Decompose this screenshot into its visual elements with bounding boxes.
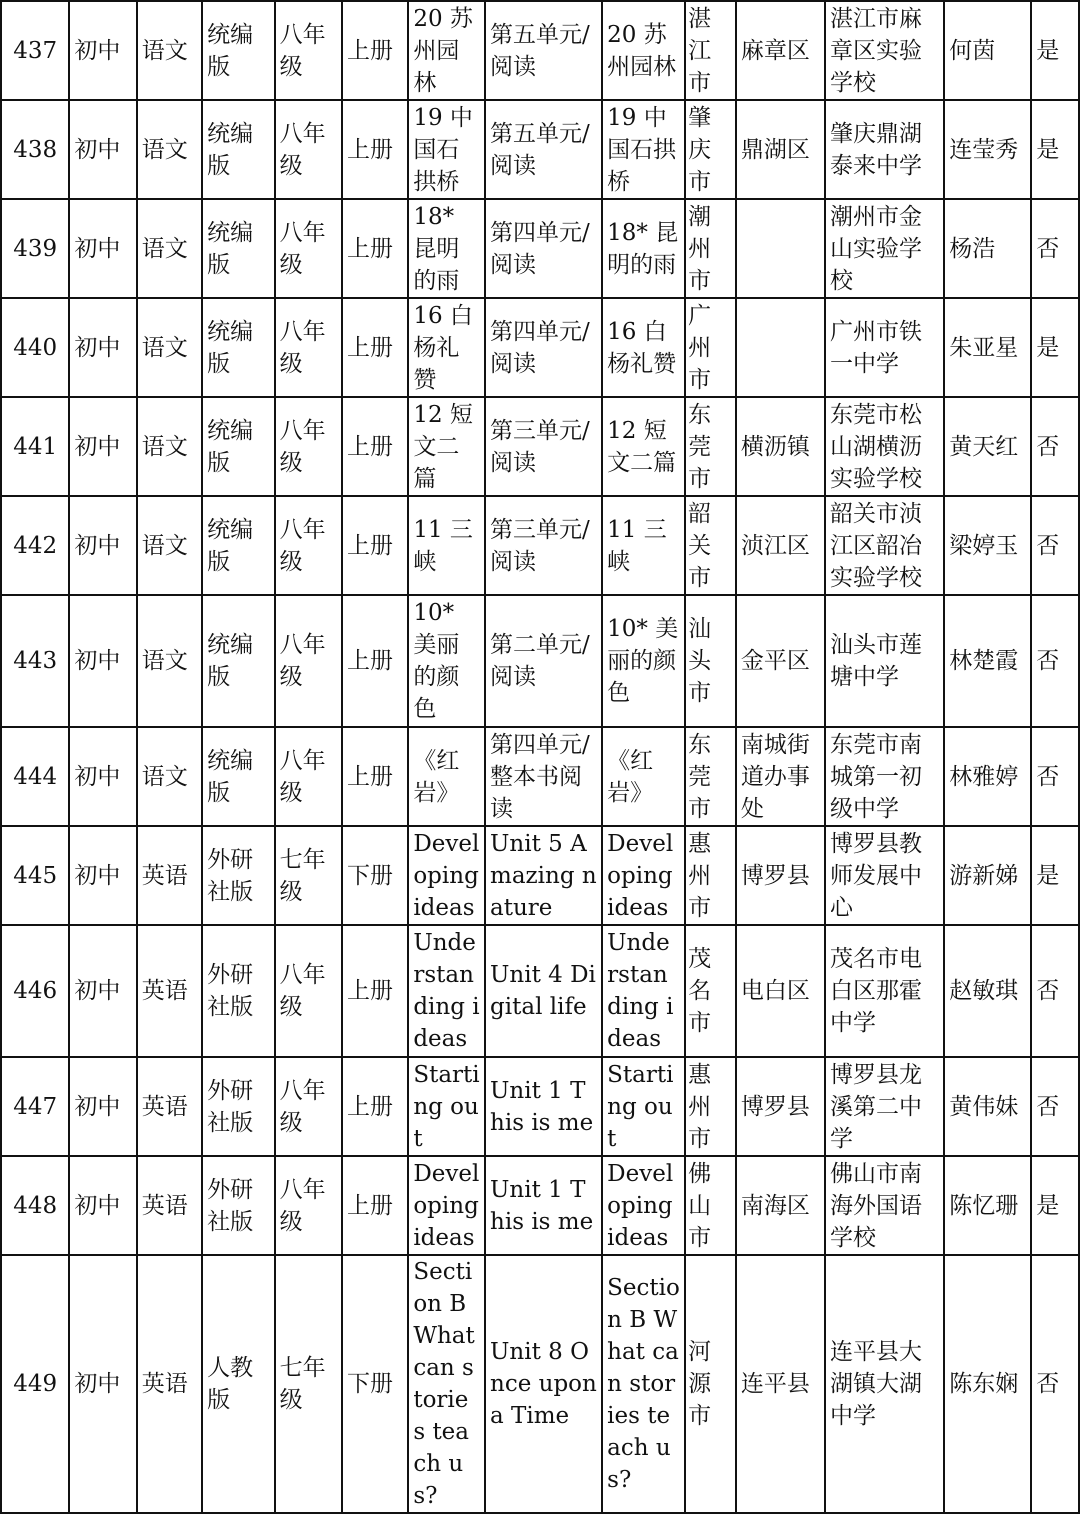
- version-cell: 统编版: [202, 496, 275, 595]
- unit-cell: 第二单元/阅读: [485, 595, 602, 727]
- table-row: [1, 727, 1079, 826]
- flag-cell: 否: [1031, 496, 1079, 595]
- volume-cell: 上册: [342, 727, 408, 826]
- level-cell: 初中: [69, 298, 136, 397]
- school-cell: 肇庆鼎湖泰来中学: [825, 100, 944, 199]
- subject-cell: 语文: [137, 100, 202, 199]
- district-cell: 连平县: [736, 1255, 825, 1513]
- table-row: [1, 1156, 1079, 1255]
- level-cell: 初中: [69, 1, 136, 100]
- city-cell: 湛江市: [685, 1, 736, 100]
- district-cell: 鼎湖区: [736, 100, 825, 199]
- row-number: 444: [1, 727, 69, 826]
- row-number: 446: [1, 925, 69, 1057]
- row-number: 442: [1, 496, 69, 595]
- level-cell: 初中: [69, 1156, 136, 1255]
- school-cell: 茂名市电白区那霍中学: [825, 925, 944, 1057]
- district-cell: 电白区: [736, 925, 825, 1057]
- grade-cell: 八年级: [275, 496, 342, 595]
- subject-cell: 语文: [137, 298, 202, 397]
- district-cell: [736, 298, 825, 397]
- teacher-cell: 朱亚星: [944, 298, 1031, 397]
- volume-cell: 上册: [342, 397, 408, 496]
- teacher-cell: 杨浩: [944, 199, 1031, 298]
- version-cell: 统编版: [202, 100, 275, 199]
- unit-cell: 第四单元/阅读: [485, 298, 602, 397]
- flag-cell: 否: [1031, 1255, 1079, 1513]
- subject-cell: 英语: [137, 1057, 202, 1156]
- district-cell: 麻章区: [736, 1, 825, 100]
- flag-cell: 是: [1031, 298, 1079, 397]
- unit-cell: 第五单元/阅读: [485, 100, 602, 199]
- lesson2-cell: 19 中国石拱桥: [602, 100, 685, 199]
- row-number: 440: [1, 298, 69, 397]
- city-cell: 韶关市: [685, 496, 736, 595]
- subject-cell: 英语: [137, 1255, 202, 1513]
- row-number: 437: [1, 1, 69, 100]
- subject-cell: 语文: [137, 397, 202, 496]
- table-row: [1, 199, 1079, 298]
- city-cell: 肇庆市: [685, 100, 736, 199]
- unit-cell: 第三单元/阅读: [485, 496, 602, 595]
- school-cell: 湛江市麻章区实验学校: [825, 1, 944, 100]
- teacher-cell: 黄伟妹: [944, 1057, 1031, 1156]
- lesson-cell: Understanding ideas: [408, 925, 485, 1057]
- lesson-cell: Section B What can stories teach us?: [408, 1255, 485, 1513]
- grade-cell: 八年级: [275, 100, 342, 199]
- school-cell: 汕头市莲塘中学: [825, 595, 944, 727]
- unit-cell: Unit 1 This is me: [485, 1156, 602, 1255]
- volume-cell: 上册: [342, 100, 408, 199]
- unit-cell: 第四单元/阅读: [485, 199, 602, 298]
- school-cell: 广州市铁一中学: [825, 298, 944, 397]
- version-cell: 外研社版: [202, 826, 275, 925]
- school-cell: 东莞市南城第一初级中学: [825, 727, 944, 826]
- row-number: 439: [1, 199, 69, 298]
- district-cell: 金平区: [736, 595, 825, 727]
- unit-cell: Unit 5 Amazing nature: [485, 826, 602, 925]
- school-cell: 博罗县龙溪第二中学: [825, 1057, 944, 1156]
- unit-cell: 第五单元/阅读: [485, 1, 602, 100]
- teacher-cell: 赵敏琪: [944, 925, 1031, 1057]
- table-row: [1, 925, 1079, 1057]
- city-cell: 汕头市: [685, 595, 736, 727]
- city-cell: 佛山市: [685, 1156, 736, 1255]
- grade-cell: 八年级: [275, 199, 342, 298]
- lesson2-cell: Developing ideas: [602, 826, 685, 925]
- grade-cell: 八年级: [275, 1057, 342, 1156]
- teacher-cell: 陈忆珊: [944, 1156, 1031, 1255]
- teacher-cell: 游新娣: [944, 826, 1031, 925]
- row-number: 443: [1, 595, 69, 727]
- flag-cell: 是: [1031, 100, 1079, 199]
- table-row: [1, 826, 1079, 925]
- city-cell: 东莞市: [685, 397, 736, 496]
- teacher-cell: 何茵: [944, 1, 1031, 100]
- city-cell: 茂名市: [685, 925, 736, 1057]
- table-row: [1, 1255, 1079, 1513]
- school-cell: 潮州市金山实验学校: [825, 199, 944, 298]
- teacher-cell: 林楚霞: [944, 595, 1031, 727]
- volume-cell: 上册: [342, 199, 408, 298]
- flag-cell: 否: [1031, 199, 1079, 298]
- volume-cell: 上册: [342, 298, 408, 397]
- subject-cell: 语文: [137, 1, 202, 100]
- city-cell: 河源市: [685, 1255, 736, 1513]
- lesson2-cell: 20 苏州园林: [602, 1, 685, 100]
- level-cell: 初中: [69, 925, 136, 1057]
- level-cell: 初中: [69, 727, 136, 826]
- row-number: 449: [1, 1255, 69, 1513]
- lesson-cell: 《红岩》: [408, 727, 485, 826]
- teacher-cell: 黄天红: [944, 397, 1031, 496]
- table-row: [1, 1, 1079, 100]
- lesson2-cell: Starting out: [602, 1057, 685, 1156]
- grade-cell: 八年级: [275, 298, 342, 397]
- table-row: [1, 1057, 1079, 1156]
- grade-cell: 八年级: [275, 727, 342, 826]
- subject-cell: 语文: [137, 496, 202, 595]
- version-cell: 外研社版: [202, 925, 275, 1057]
- school-cell: 韶关市浈江区韶冶实验学校: [825, 496, 944, 595]
- table-row: [1, 496, 1079, 595]
- district-cell: 南城街道办事处: [736, 727, 825, 826]
- lesson-cell: 20 苏州园林: [408, 1, 485, 100]
- city-cell: 潮州市: [685, 199, 736, 298]
- city-cell: 惠州市: [685, 826, 736, 925]
- school-cell: 东莞市松山湖横沥实验学校: [825, 397, 944, 496]
- flag-cell: 是: [1031, 826, 1079, 925]
- volume-cell: 下册: [342, 826, 408, 925]
- subject-cell: 语文: [137, 595, 202, 727]
- teacher-cell: 连莹秀: [944, 100, 1031, 199]
- volume-cell: 上册: [342, 1057, 408, 1156]
- grade-cell: 七年级: [275, 826, 342, 925]
- grade-cell: 八年级: [275, 397, 342, 496]
- flag-cell: 否: [1031, 1057, 1079, 1156]
- school-cell: 连平县大湖镇大湖中学: [825, 1255, 944, 1513]
- table-row: [1, 595, 1079, 727]
- lesson-cell: Starting out: [408, 1057, 485, 1156]
- level-cell: 初中: [69, 826, 136, 925]
- lesson-cell: 11 三峡: [408, 496, 485, 595]
- version-cell: 统编版: [202, 298, 275, 397]
- flag-cell: 否: [1031, 925, 1079, 1057]
- lesson2-cell: Understanding ideas: [602, 925, 685, 1057]
- level-cell: 初中: [69, 1057, 136, 1156]
- volume-cell: 上册: [342, 925, 408, 1057]
- row-number: 445: [1, 826, 69, 925]
- flag-cell: 是: [1031, 1, 1079, 100]
- lesson2-cell: 11 三峡: [602, 496, 685, 595]
- flag-cell: 是: [1031, 1156, 1079, 1255]
- level-cell: 初中: [69, 199, 136, 298]
- lesson-cell: 19 中国石拱桥: [408, 100, 485, 199]
- row-number: 448: [1, 1156, 69, 1255]
- unit-cell: 第三单元/阅读: [485, 397, 602, 496]
- subject-cell: 语文: [137, 727, 202, 826]
- lesson-cell: 18* 昆明的雨: [408, 199, 485, 298]
- lesson2-cell: 10* 美丽的颜色: [602, 595, 685, 727]
- district-cell: 南海区: [736, 1156, 825, 1255]
- table-row: [1, 298, 1079, 397]
- district-cell: 横沥镇: [736, 397, 825, 496]
- table-row: [1, 397, 1079, 496]
- lesson-cell: 16 白杨礼赞: [408, 298, 485, 397]
- volume-cell: 下册: [342, 1255, 408, 1513]
- level-cell: 初中: [69, 397, 136, 496]
- district-cell: 浈江区: [736, 496, 825, 595]
- level-cell: 初中: [69, 1255, 136, 1513]
- lesson2-cell: 《红岩》: [602, 727, 685, 826]
- unit-cell: Unit 4 Digital life: [485, 925, 602, 1057]
- lesson-cell: 12 短文二篇: [408, 397, 485, 496]
- version-cell: 外研社版: [202, 1057, 275, 1156]
- lesson2-cell: Section B What can stories teach us?: [602, 1255, 685, 1513]
- flag-cell: 否: [1031, 595, 1079, 727]
- lesson-cell: Developing ideas: [408, 1156, 485, 1255]
- grade-cell: 八年级: [275, 1, 342, 100]
- teacher-cell: 林雅婷: [944, 727, 1031, 826]
- unit-cell: Unit 8 Once upon a Time: [485, 1255, 602, 1513]
- volume-cell: 上册: [342, 1156, 408, 1255]
- level-cell: 初中: [69, 496, 136, 595]
- version-cell: 统编版: [202, 1, 275, 100]
- subject-cell: 英语: [137, 1156, 202, 1255]
- district-cell: 博罗县: [736, 1057, 825, 1156]
- lesson-cell: 10* 美丽的颜色: [408, 595, 485, 727]
- lesson2-cell: 16 白杨礼赞: [602, 298, 685, 397]
- unit-cell: 第四单元/整本书阅读: [485, 727, 602, 826]
- row-number: 447: [1, 1057, 69, 1156]
- level-cell: 初中: [69, 100, 136, 199]
- grade-cell: 八年级: [275, 1156, 342, 1255]
- flag-cell: 否: [1031, 397, 1079, 496]
- district-cell: 博罗县: [736, 826, 825, 925]
- volume-cell: 上册: [342, 595, 408, 727]
- unit-cell: Unit 1 This is me: [485, 1057, 602, 1156]
- lesson2-cell: 18* 昆明的雨: [602, 199, 685, 298]
- subject-cell: 英语: [137, 826, 202, 925]
- lesson2-cell: Developing ideas: [602, 1156, 685, 1255]
- city-cell: 广州市: [685, 298, 736, 397]
- version-cell: 统编版: [202, 595, 275, 727]
- district-cell: [736, 199, 825, 298]
- school-cell: 佛山市南海外国语学校: [825, 1156, 944, 1255]
- lesson-cell: Developing ideas: [408, 826, 485, 925]
- flag-cell: 否: [1031, 727, 1079, 826]
- teacher-cell: 陈东娴: [944, 1255, 1031, 1513]
- grade-cell: 八年级: [275, 925, 342, 1057]
- row-number: 441: [1, 397, 69, 496]
- city-cell: 东莞市: [685, 727, 736, 826]
- school-cell: 博罗县教师发展中心: [825, 826, 944, 925]
- table-row: [1, 100, 1079, 199]
- version-cell: 统编版: [202, 727, 275, 826]
- volume-cell: 上册: [342, 1, 408, 100]
- subject-cell: 英语: [137, 925, 202, 1057]
- volume-cell: 上册: [342, 496, 408, 595]
- version-cell: 统编版: [202, 199, 275, 298]
- teacher-cell: 梁婷玉: [944, 496, 1031, 595]
- grade-cell: 八年级: [275, 595, 342, 727]
- city-cell: 惠州市: [685, 1057, 736, 1156]
- version-cell: 统编版: [202, 397, 275, 496]
- version-cell: 人教版: [202, 1255, 275, 1513]
- subject-cell: 语文: [137, 199, 202, 298]
- level-cell: 初中: [69, 595, 136, 727]
- lesson2-cell: 12 短文二篇: [602, 397, 685, 496]
- grade-cell: 七年级: [275, 1255, 342, 1513]
- row-number: 438: [1, 100, 69, 199]
- version-cell: 外研社版: [202, 1156, 275, 1255]
